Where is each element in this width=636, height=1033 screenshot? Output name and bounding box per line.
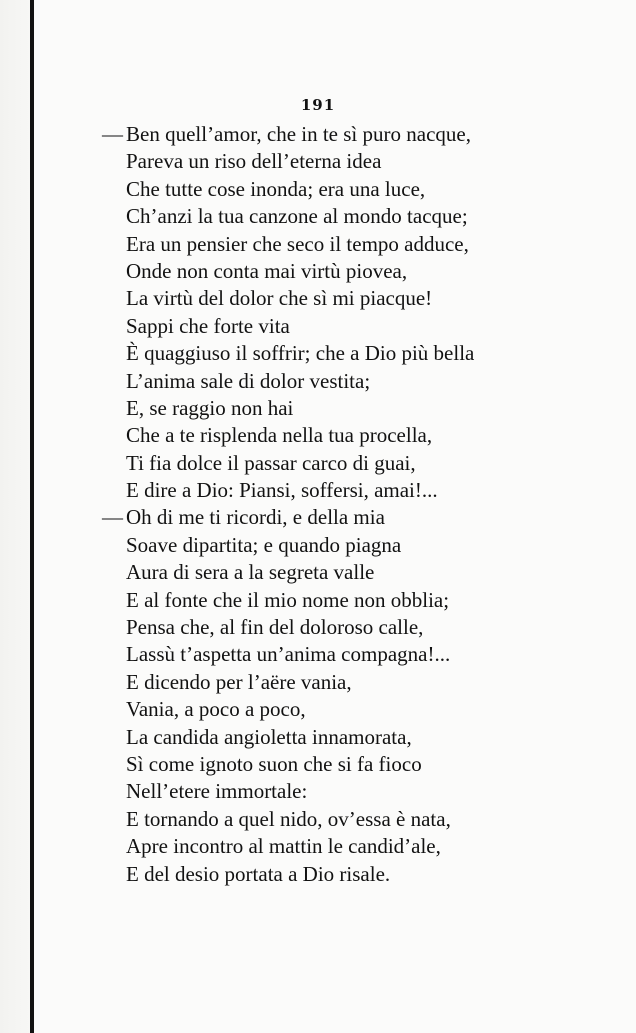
poem-line-text: Aura di sera a la segreta valle xyxy=(126,560,375,585)
poem-line xyxy=(102,587,622,614)
poem-line xyxy=(102,504,622,531)
poem-line xyxy=(102,258,622,285)
poem-line xyxy=(102,833,622,860)
poem-line-text: Ben quell’amor, che in te sì puro nacque, xyxy=(126,122,471,146)
poem-line xyxy=(102,148,622,175)
poem-line-text: Apre incontro al mattin le candid’ale, xyxy=(126,834,441,859)
binding-line xyxy=(30,0,34,1033)
poem-line xyxy=(102,532,622,559)
poem-line-text: Sappi che forte vita xyxy=(126,313,290,338)
poem-line-text: E dicendo per l’aëre vania, xyxy=(126,669,352,694)
poem-line-text: Oh di me ti ricordi, e della mia xyxy=(126,505,385,530)
poem-line xyxy=(102,121,622,148)
poem-line xyxy=(102,285,622,312)
poem-line xyxy=(102,751,622,778)
poem-line xyxy=(102,203,622,230)
poem-line-text: Ch’anzi la tua canzone al mondo tacque; xyxy=(126,204,468,229)
poem-line xyxy=(102,861,622,888)
poem-line xyxy=(102,340,622,367)
poem-line xyxy=(102,778,622,805)
poem-line-text: E tornando a quel nido, ov’essa è nata, xyxy=(126,806,451,831)
poem-line xyxy=(102,724,622,751)
poem-line-text: E, se raggio non hai xyxy=(126,395,294,420)
poem-line xyxy=(102,614,622,641)
dialogue-dash: — xyxy=(102,122,123,146)
poem-line xyxy=(102,422,622,449)
poem-line-text: Che tutte cose inonda; era una luce, xyxy=(126,176,426,201)
poem-line xyxy=(102,806,622,833)
poem-line xyxy=(102,395,622,422)
poem-line-text: Che a te risplenda nella tua procella, xyxy=(126,423,433,448)
poem-line xyxy=(102,368,622,395)
poem-line-text: Ti fia dolce il passar carco di guai, xyxy=(126,450,416,475)
poem-line-text: Pensa che, al fin del doloroso calle, xyxy=(126,615,424,640)
poem-line-text: Onde non conta mai virtù piovea, xyxy=(126,258,408,283)
poem-line-text: La virtù del dolor che sì mi piacque! xyxy=(126,286,433,311)
poem-line-text: È quaggiuso il soffrir; che a Dio più bella xyxy=(126,341,475,366)
poem-line xyxy=(102,450,622,477)
poem-line-text: L’anima sale di dolor vestita; xyxy=(126,368,371,393)
poem-line-text: E dire a Dio: Piansi, soffersi, amai!... xyxy=(126,478,438,503)
poem-line-text: La candida angioletta innamorata, xyxy=(126,724,412,749)
poem-line-text: Pareva un riso dell’eterna idea xyxy=(126,149,382,174)
poem-line xyxy=(102,313,622,340)
page-number: 191 xyxy=(300,96,336,114)
poem-line-text: E al fonte che il mio nome non obblia; xyxy=(126,587,450,612)
poem-line xyxy=(102,641,622,668)
poem-line-text: Soave dipartita; e quando piagna xyxy=(126,532,402,557)
poem-line xyxy=(102,477,622,504)
dialogue-dash: — xyxy=(102,505,123,530)
poem-line xyxy=(102,176,622,203)
poem-line xyxy=(102,231,622,258)
poem-line-text: Sì come ignoto suon che si fa fioco xyxy=(126,751,422,776)
poem-line-text: Vania, a poco a poco, xyxy=(126,697,306,722)
poem-line-text: E del desio portata a Dio risale. xyxy=(126,861,391,886)
poem-line xyxy=(102,696,622,723)
poem-line xyxy=(102,559,622,586)
poem-line-text: Lassù t’aspetta un’anima compagna!... xyxy=(126,642,451,667)
poem-line-text: Era un pensier che seco il tempo adduce, xyxy=(126,231,469,256)
poem-text xyxy=(102,121,622,888)
poem-line xyxy=(102,669,622,696)
poem-line-text: Nell’etere immortale: xyxy=(126,779,308,804)
